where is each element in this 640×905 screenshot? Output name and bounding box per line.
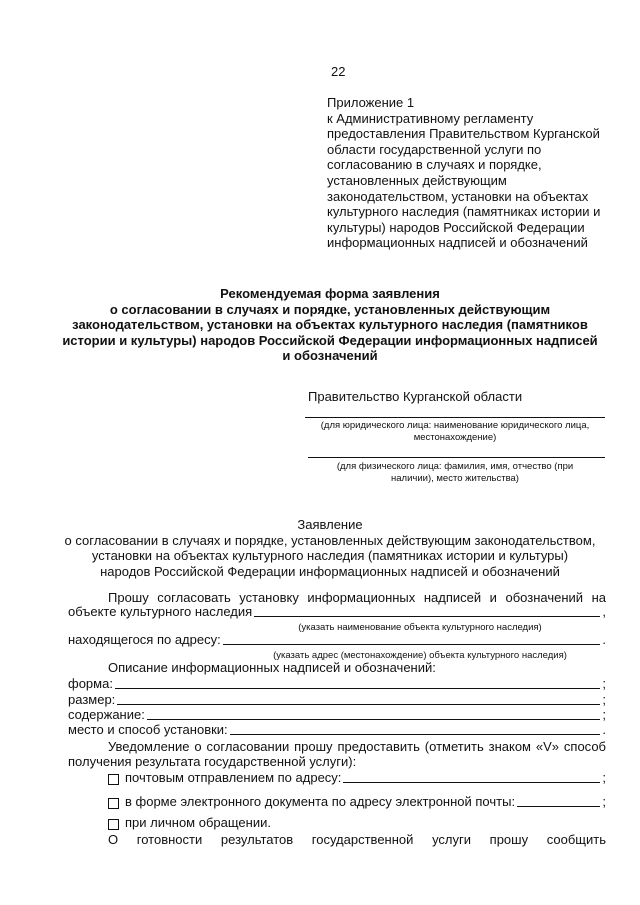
statement-title-line: установки на объектах культурного наследия (памятниках истории и культуры) [91, 548, 569, 564]
checkbox-icon[interactable] [108, 819, 119, 830]
option-personal-row [108, 815, 408, 830]
appendix-line: информационных надписей и обозначений [327, 235, 588, 251]
field-label: место и способ установки: [68, 722, 228, 737]
option-email-label: в форме электронного документа по адресу электронной почты: [125, 794, 516, 809]
option-email-row: в форме электронного документа по адресу электронной почты: ; [108, 794, 606, 809]
placement-row [68, 722, 606, 737]
heading-line: Рекомендуемая форма заявления [220, 286, 440, 301]
address-row: находящегося по адресу: . [68, 632, 606, 647]
heading-line: о согласовании в случаях и порядке, установленных действующим [109, 301, 551, 317]
appendix-block [327, 95, 627, 251]
appendix-line: культурного наследия (памятниках истории и [327, 204, 601, 220]
notify-line-1: Уведомление о согласовании прошу предоставить (отметить знаком «V» способ [108, 739, 606, 754]
statement-title-line: о согласовании в случаях и порядке, установленных действующим законодательством, [64, 532, 596, 548]
field-end: ; [602, 692, 606, 707]
form-row [68, 676, 606, 691]
form-heading [40, 286, 620, 364]
statement-title-line: Заявление [297, 517, 363, 532]
appendix-line: области государственной услуги по [327, 141, 542, 157]
heading-line: и обозначений [282, 348, 378, 364]
statement-title-line: народов Российской Федерации информационных надписей и обозначений [100, 563, 560, 579]
person-note [305, 461, 605, 484]
form-field[interactable] [115, 676, 600, 689]
option-post-row: почтовым отправлением по адресу: ; [108, 770, 606, 785]
appendix-line: культуры) народов Российской Федерации [327, 219, 585, 235]
object-note: (указать наименование объекта культурного наследия) [298, 622, 542, 633]
size-field[interactable] [117, 692, 600, 705]
field-label: форма: [68, 676, 113, 691]
appendix-line: к Административному регламенту [327, 110, 534, 126]
person-line[interactable] [308, 457, 605, 458]
field-end: ; [602, 707, 606, 722]
address-note: (указать адрес (местонахождение) объекта культурного наследия) [273, 650, 567, 661]
appendix-line: предоставления Правительством Курганской [327, 126, 600, 142]
note-line: (для физического лица: фамилия, имя, отчество (при [336, 461, 574, 472]
object-label: объекте культурного наследия [68, 604, 253, 619]
email-field[interactable] [517, 794, 600, 807]
content-row [68, 707, 606, 722]
notify-line-2: получения результата государственной услуги): [68, 754, 357, 769]
address-label: находящегося по адресу: [68, 632, 221, 647]
appendix-line: согласованию в случаях и порядке, [327, 157, 542, 173]
option-post-label: почтовым отправлением по адресу: [125, 770, 342, 785]
note-line: (для юридического лица: наименование юридического лица, [320, 420, 590, 431]
field-end: ; [602, 676, 606, 691]
legal-entity-line[interactable] [305, 417, 605, 418]
field-end: . [602, 722, 606, 737]
appendix-line: Приложение 1 [327, 95, 415, 110]
appendix-line: законодательством, установки на объектах [327, 188, 589, 204]
heading-line: законодательством, установки на объектах культурного наследия (памятников [72, 317, 588, 333]
address-field[interactable] [223, 632, 601, 645]
size-row [68, 692, 606, 707]
option-personal-label: при личном обращении. [125, 815, 271, 830]
object-name-field[interactable] [254, 604, 600, 617]
field-label: размер: [68, 692, 116, 707]
heading-line: истории и культуры) народов Российской Федерации информационных надписей [62, 332, 598, 348]
last-line: О готовности результатов государственной услуги прошу сообщить [108, 832, 606, 847]
checkbox-icon[interactable] [108, 798, 119, 809]
placement-field[interactable] [230, 722, 601, 735]
description-title: Описание информационных надписей и обозначений: [108, 660, 436, 675]
field-label: содержание: [68, 707, 145, 722]
legal-entity-note [295, 420, 615, 443]
page-number: 22 [331, 64, 346, 79]
appendix-line: установленных действующим [327, 172, 507, 188]
statement-title [40, 517, 620, 579]
content-field[interactable] [147, 707, 601, 720]
post-address-field[interactable] [343, 770, 600, 783]
note-line: наличии), место жительства) [391, 472, 519, 484]
addressee-government: Правительство Курганской области [308, 389, 523, 404]
note-line: местонахождение) [413, 431, 497, 443]
object-name-row: объекте культурного наследия , [68, 604, 606, 619]
request-line-1: Прошу согласовать установку информационных надписей и обозначений на [108, 590, 606, 605]
checkbox-icon[interactable] [108, 774, 119, 785]
